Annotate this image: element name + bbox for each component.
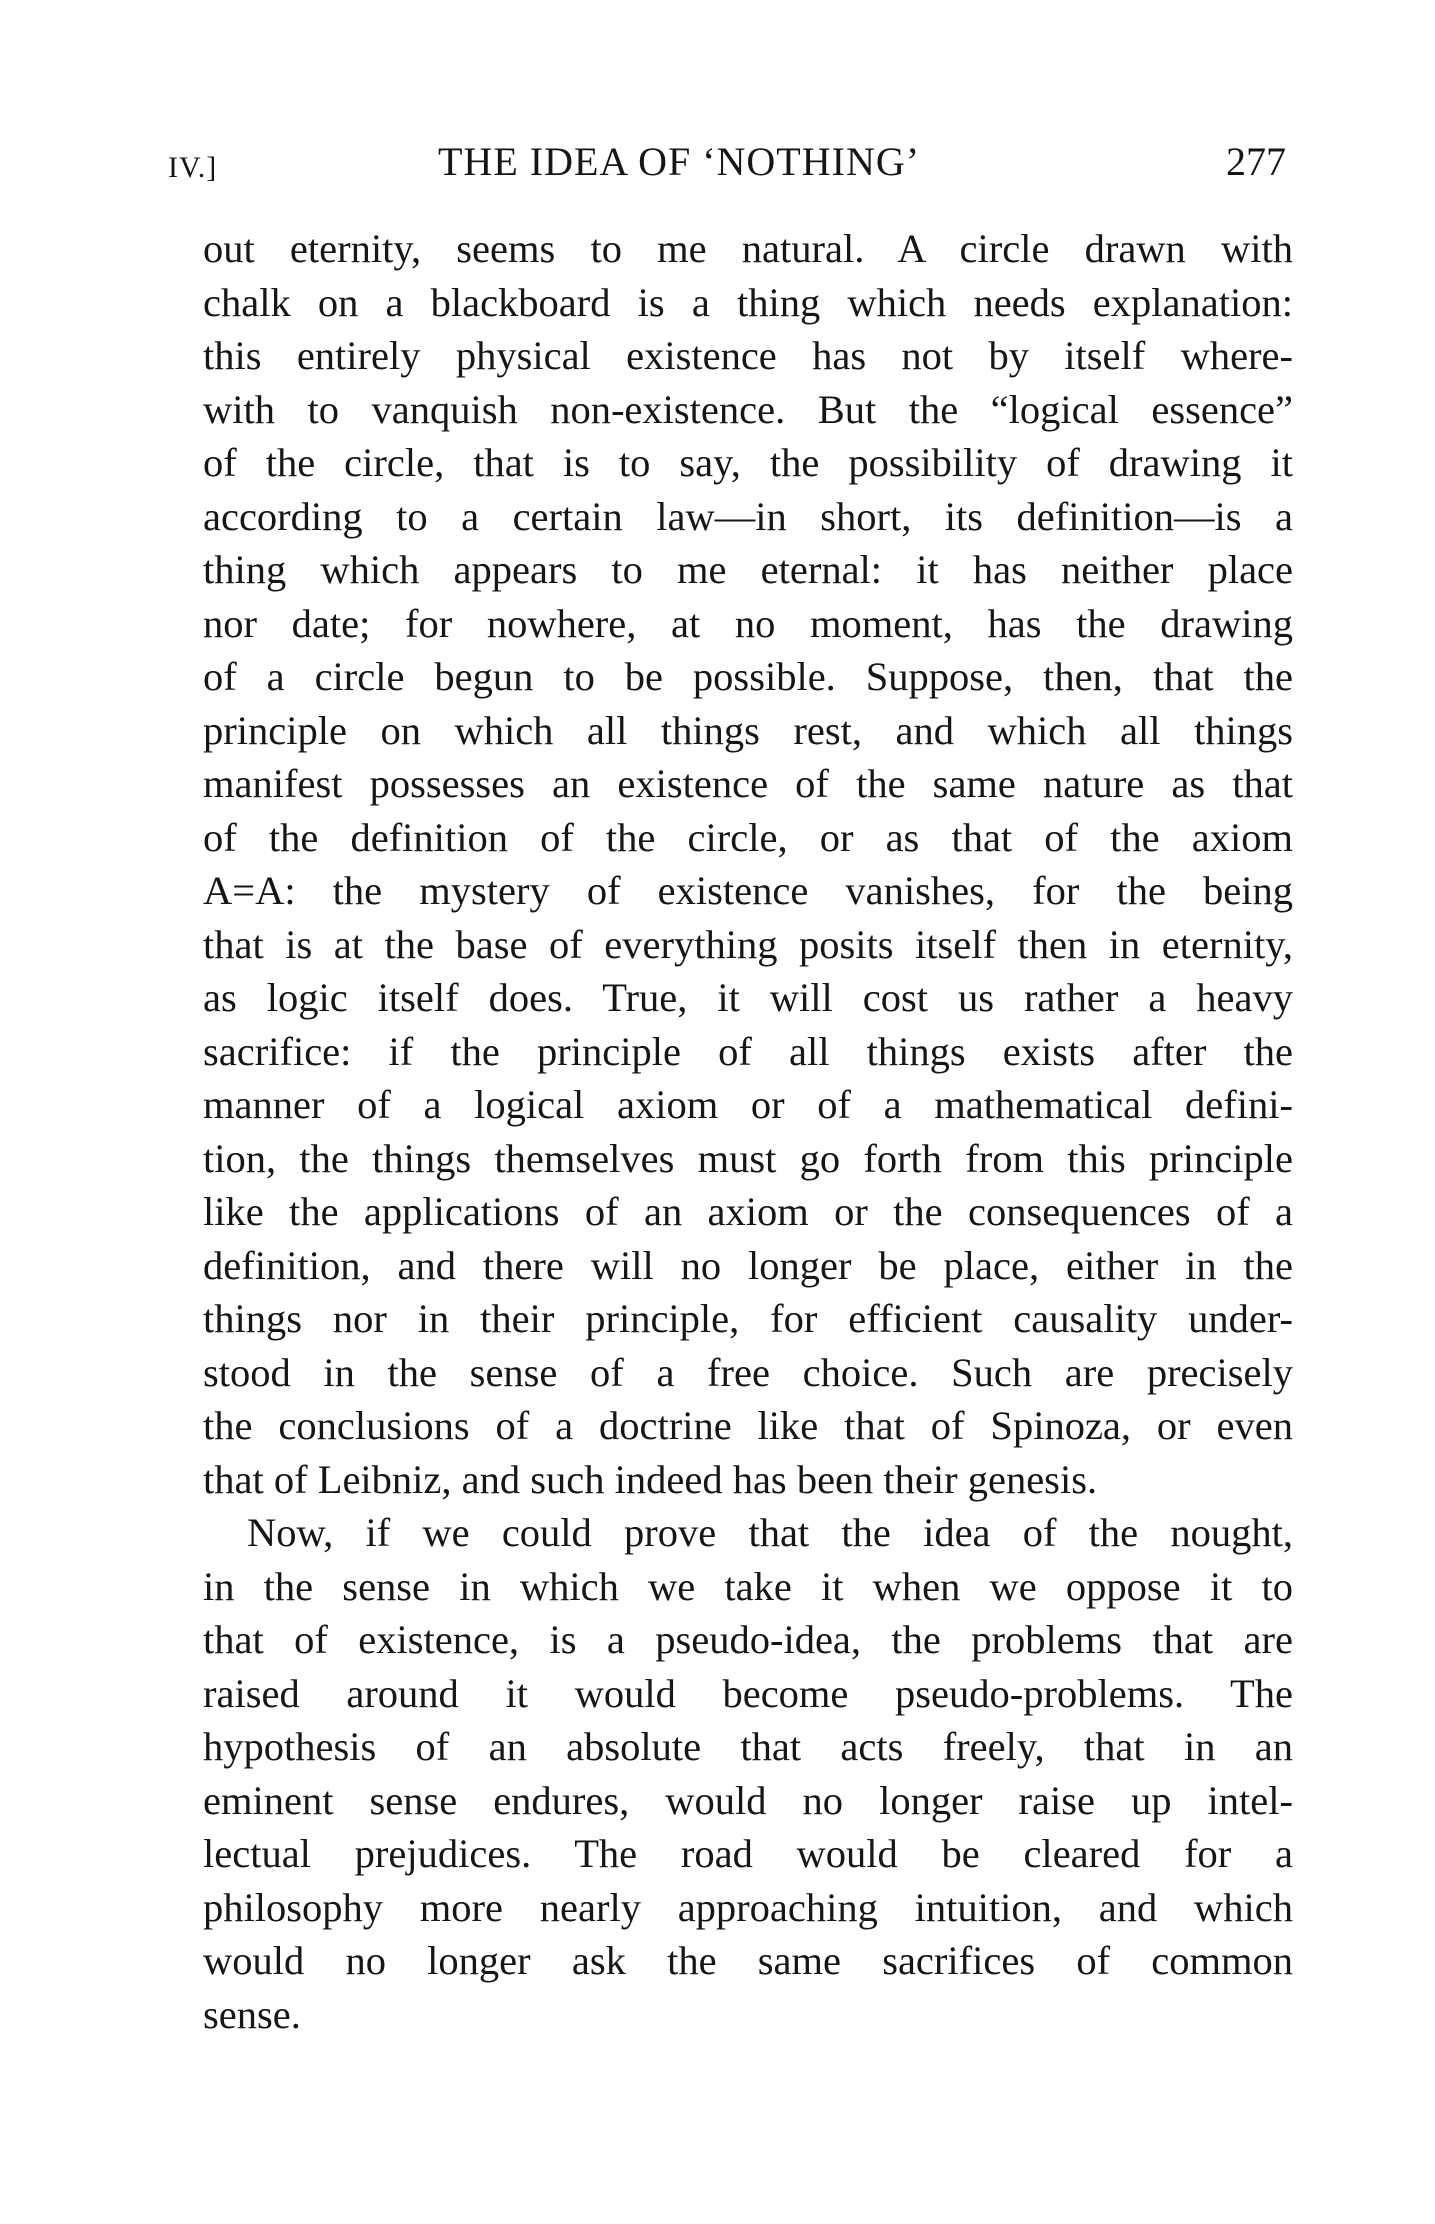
text-line: nor date; for nowhere, at no moment, has the drawing bbox=[203, 600, 1293, 646]
text-line: manner of a logical axiom or of a mathematical defini- bbox=[203, 1082, 1293, 1127]
text-line: things nor in their principle, for efficient causality under- bbox=[203, 1296, 1293, 1341]
text-line: stood in the sense of a free choice. Such are precisely bbox=[203, 1349, 1293, 1395]
text-line: sense. bbox=[203, 1991, 301, 2037]
text-line: would no longer ask the same sacrifices of common bbox=[203, 1938, 1293, 1983]
text-line: sacrifice: if the principle of all things exists after the bbox=[203, 1028, 1293, 1074]
text-line: the conclusions of a doctrine like that of Spinoza, or even bbox=[203, 1403, 1293, 1448]
text-line: in the sense in which we take it when we oppose it to bbox=[203, 1563, 1293, 1609]
text-line: that of Leibniz, and such indeed has been their genesis. bbox=[203, 1456, 1098, 1502]
text-line: that of existence, is a pseudo-idea, the problems that are bbox=[203, 1617, 1293, 1662]
running-title: THE IDEA OF ‘NOTHING’ bbox=[438, 139, 921, 184]
text-line: A=A: the mystery of existence vanishes, for the being bbox=[203, 868, 1293, 913]
text-line: thing which appears to me eternal: it has neither place bbox=[203, 547, 1293, 592]
chapter-number: IV.] bbox=[168, 151, 218, 184]
paragraph bbox=[203, 1506, 1293, 2041]
text-line: hypothesis of an absolute that acts freely, that in an bbox=[203, 1724, 1293, 1769]
text-line: as logic itself does. True, it will cost us rather a heavy bbox=[203, 975, 1293, 1020]
text-line: eminent sense endures, would no longer raise up intel- bbox=[203, 1777, 1293, 1823]
text-line: of the circle, that is to say, the possibility of drawing it bbox=[203, 440, 1293, 485]
text-line: of the definition of the circle, or as that of the axiom bbox=[203, 814, 1293, 860]
text-line: like the applications of an axiom or the consequences of a bbox=[203, 1189, 1293, 1234]
text-line: tion, the things themselves must go forth from this principle bbox=[203, 1135, 1293, 1181]
text-line: chalk on a blackboard is a thing which needs explanation: bbox=[203, 279, 1293, 325]
text-line: raised around it would become pseudo-problems. The bbox=[203, 1670, 1293, 1716]
text-line: this entirely physical existence has not by itself where- bbox=[203, 333, 1293, 378]
paragraph bbox=[203, 222, 1293, 1506]
text-line: with to vanquish non-existence. But the “logical essence” bbox=[203, 386, 1293, 432]
text-line: of a circle begun to be possible. Suppose, then, that the bbox=[203, 654, 1293, 699]
text-line: Now, if we could prove that the idea of the nought, bbox=[247, 1510, 1293, 1555]
text-line: according to a certain law—in short, its definition—is a bbox=[203, 493, 1293, 539]
text-line: manifest possesses an existence of the same nature as that bbox=[203, 761, 1293, 806]
body-text bbox=[203, 222, 1293, 2041]
text-line: lectual prejudices. The road would be cleared for a bbox=[203, 1831, 1293, 1876]
text-line: that is at the base of everything posits itself then in eternity, bbox=[203, 921, 1293, 967]
page-number: 277 bbox=[1226, 139, 1286, 184]
running-head bbox=[168, 132, 1286, 192]
text-line: out eternity, seems to me natural. A circle drawn with bbox=[203, 226, 1293, 271]
text-line: philosophy more nearly approaching intuition, and which bbox=[203, 1884, 1293, 1930]
text-line: definition, and there will no longer be place, either in the bbox=[203, 1242, 1293, 1288]
text-line: principle on which all things rest, and which all things bbox=[203, 707, 1293, 753]
